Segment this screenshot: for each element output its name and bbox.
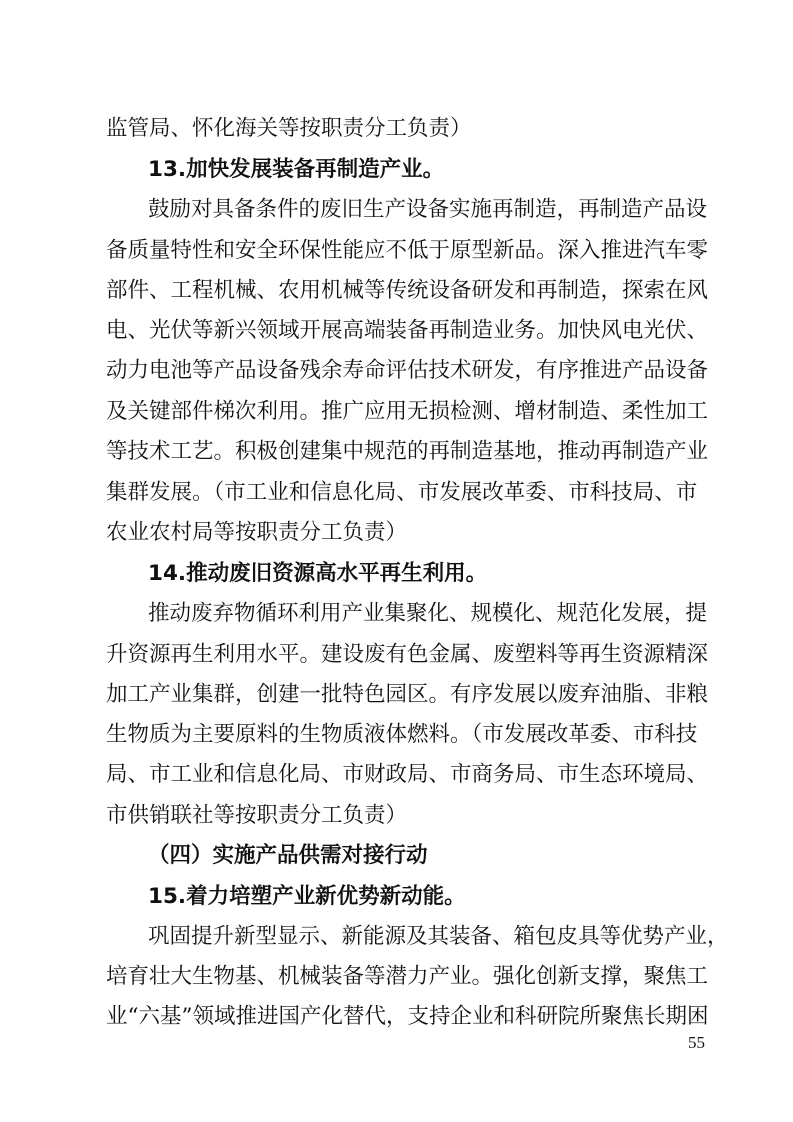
paragraph-line: 部件、工程机械、农用机械等传统设备研发和再制造，探索在风: [106, 278, 709, 303]
paragraph-line: 等技术工艺。积极创建集中规范的再制造基地，推动再制造产业: [106, 439, 709, 464]
paragraph-line: 鼓励对具备条件的废旧生产设备实施再制造，再制造产品设: [148, 197, 708, 222]
section-heading-15: 15.着力培塑产业新优势新动能。: [148, 884, 466, 909]
page-number: 55: [688, 1033, 705, 1052]
paragraph-line: 生物质为主要原料的生物质液体燃料。（市发展改革委、市科技: [106, 722, 698, 747]
section-heading-13: 13.加快发展装备再制造产业。: [148, 157, 445, 182]
paragraph-line: 备质量特性和安全环保性能应不低于原型新品。深入推进汽车零: [106, 238, 709, 263]
paragraph-line: 市供销联社等按职责分工负责）: [106, 803, 408, 828]
paragraph-line: 推动废弃物循环利用产业集聚化、规模化、规范化发展，提: [148, 601, 708, 626]
paragraph-line: 集群发展。（市工业和信息化局、市发展改革委、市科技局、市: [106, 480, 698, 505]
paragraph-line: 农业农村局等按职责分工负责）: [106, 520, 408, 545]
paragraph-line: 监管局、怀化海关等按职责分工负责）: [106, 116, 472, 141]
paragraph-line: 培育壮大生物基、机械装备等潜力产业。强化创新支撑，聚焦工: [106, 964, 709, 989]
paragraph-line: 电、光伏等新兴领域开展高端装备再制造业务。加快风电光伏、: [106, 318, 709, 343]
paragraph-line: 动力电池等产品设备残余寿命评估技术研发，有序推进产品设备: [106, 358, 709, 383]
paragraph-line: 局、市工业和信息化局、市财政局、市商务局、市生态环境局、: [106, 762, 709, 787]
paragraph-line: 业“六基”领域推进国产化替代，支持企业和科研院所聚焦长期困: [106, 1004, 709, 1029]
paragraph-line: 及关键部件梯次利用。推广应用无损检测、增材制造、柔性加工: [106, 399, 709, 424]
section-heading-4: （四）实施产品供需对接行动: [148, 843, 428, 868]
paragraph-line: 升资源再生利用水平。建设废有色金属、废塑料等再生资源精深: [106, 642, 709, 667]
paragraph-line: 巩固提升新型显示、新能源及其装备、箱包皮具等优势产业，: [148, 924, 729, 949]
paragraph-line: 加工产业集群，创建一批特色园区。有序发展以废弃油脂、非粮: [106, 682, 709, 707]
section-heading-14: 14.推动废旧资源高水平再生利用。: [148, 561, 488, 586]
